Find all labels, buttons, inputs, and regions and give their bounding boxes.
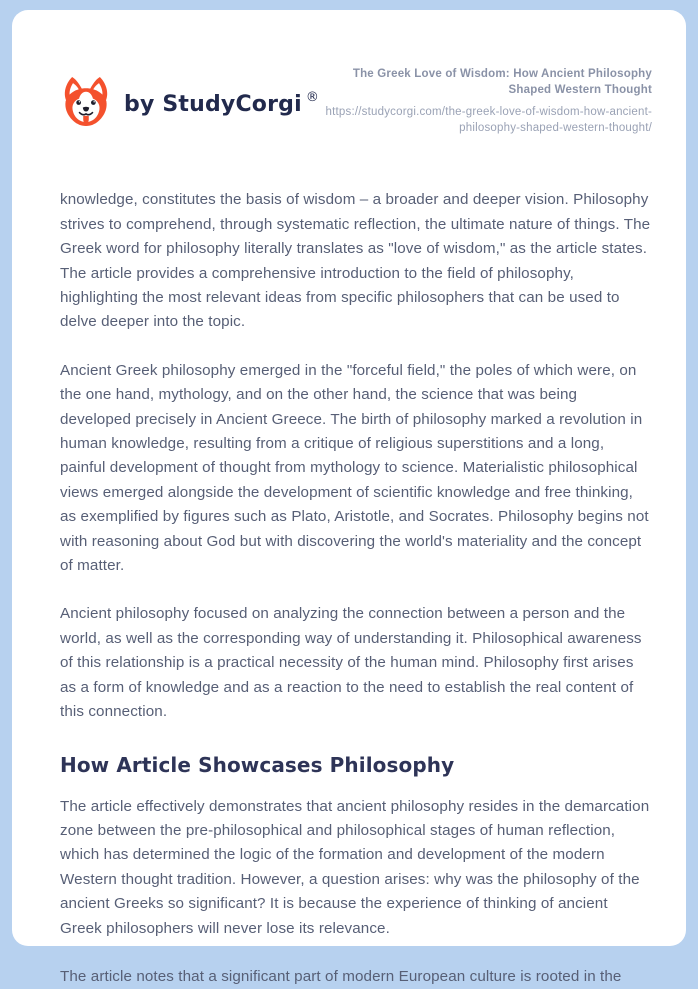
document-url-link[interactable]: https://studycorgi.com/the-greek-love-of-wisdom-how-ancient-philosophy-shaped-western-thought/ bbox=[325, 106, 652, 135]
article-paragraph: Ancient philosophy focused on analyzing the connection between a person and the world, as well as the corresponding way of understanding it. Philosophical awareness of this relationship is a practical necessity of the human mind. Philosophy first arises as a form of knowledge and as a reaction to the need to establish the real content of this connection. bbox=[60, 605, 642, 721]
registered-trademark: ® bbox=[305, 89, 320, 105]
article-paragraph: The article notes that a significant part of modern European culture is rooted in the bbox=[60, 967, 622, 985]
article-paragraph: The article effectively demonstrates that ancient philosophy resides in the demarcation zone between the pre-philosophical and philosophical stages of human reflection, which has determined the logic of the formation and development of the modern Western thought tradition. However, a question arises: why was the philosophy of the ancient Greeks so significant? It is because the experience of thinking of ancient Greek philosophers will never lose its relevance. bbox=[60, 797, 650, 937]
studycorgi-logo bbox=[60, 64, 319, 132]
article-paragraph: knowledge, constitutes the basis of wisdom – a broader and deeper vision. Philosophy strives to comprehend, through systematic reflection, the ultimate nature of things. The Greek word for philosophy literally translates as "love of wisdom," as the article states. The article provides a comprehensive introduction to the field of philosophy, highlighting the most relevant ideas from specific philosophers that can be used to delve deeper into the topic. bbox=[60, 191, 651, 331]
brand-name: by StudyCorgi ® bbox=[124, 89, 320, 117]
corgi-icon bbox=[60, 74, 112, 132]
document-meta bbox=[324, 64, 652, 136]
document-header bbox=[60, 64, 652, 136]
section-heading: How Article Showcases Philosophy bbox=[60, 752, 455, 777]
article-body bbox=[60, 188, 652, 989]
document-card bbox=[12, 10, 686, 985]
document-title: The Greek Love of Wisdom: How Ancient Philosophy Shaped Western Thought bbox=[352, 68, 652, 97]
article-paragraph: Ancient Greek philosophy emerged in the "forceful field," the poles of which were, on the one hand, mythology, and on the other hand, the science that was being developed precisely in Ancient Greece. The birth of philosophy marked a revolution in human knowledge, resulting from a critique of religious superstitions and a long, painful development of thought from mythology to science. Materialistic philosophical views emerged alongside the development of scientific knowledge and free thinking, as exemplified by figures such as Plato, Aristotle, and Socrates. Philosophy begins not with reasoning about God but with discovering the world's materiality and the concept of matter. bbox=[60, 361, 649, 575]
